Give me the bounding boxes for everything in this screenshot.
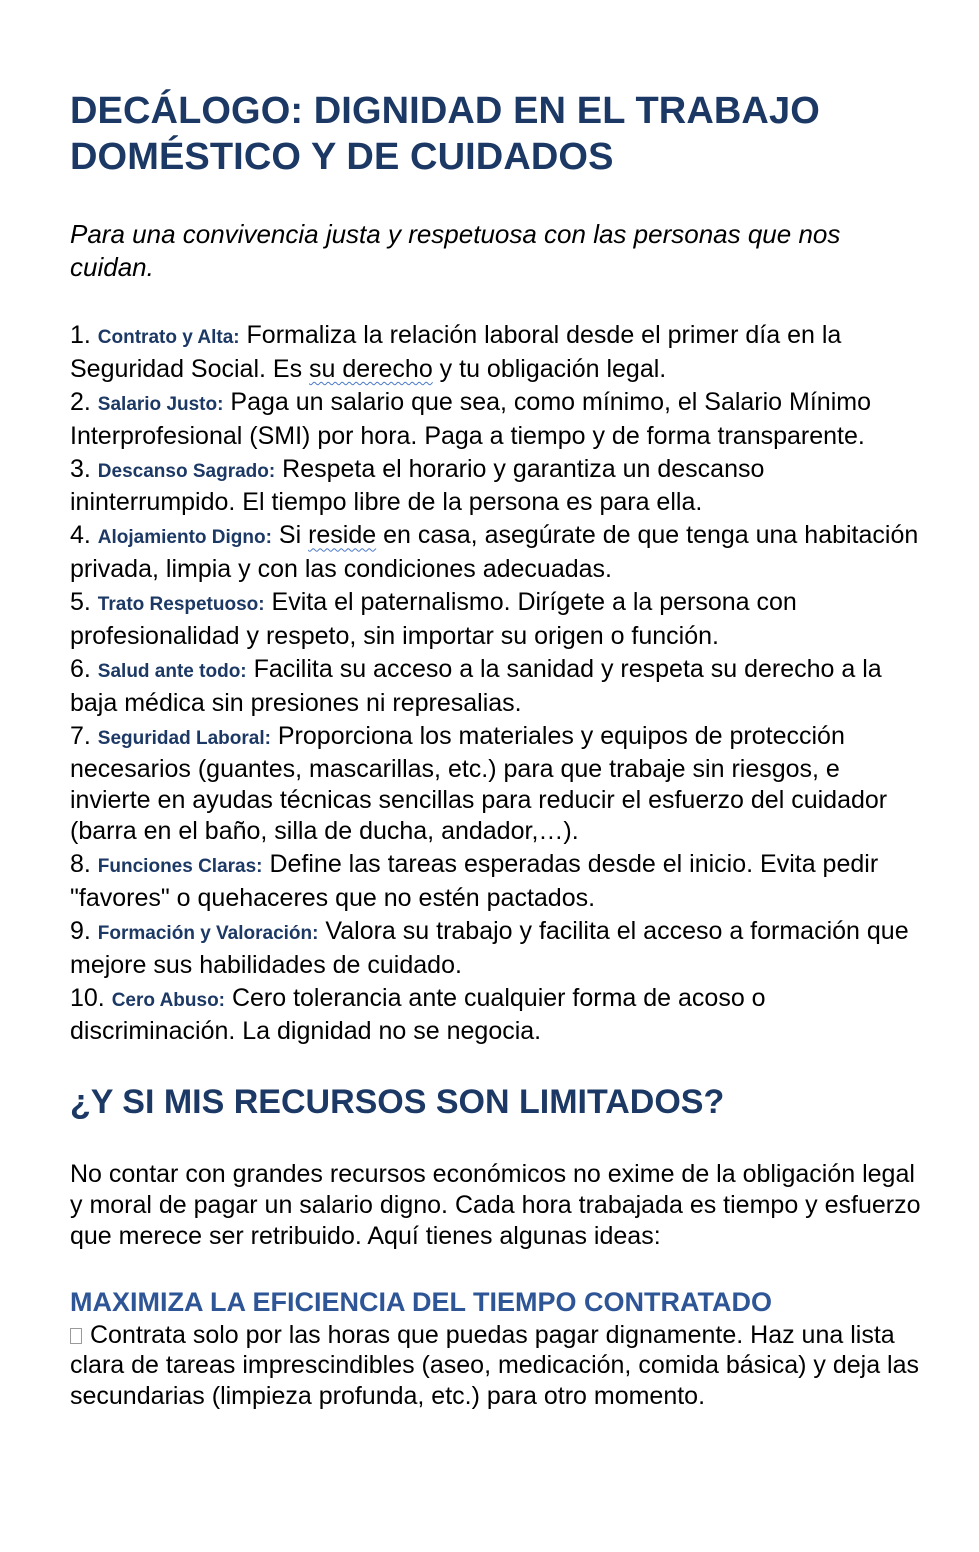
title-line-1: DECÁLOGO: DIGNIDAD EN EL TRABAJO bbox=[70, 90, 820, 132]
item-number: 3. bbox=[70, 454, 98, 483]
item-term: Trato Respetuoso: bbox=[97, 594, 265, 616]
item-term: Salud ante todo: bbox=[97, 660, 247, 682]
spellcheck-flagged-word[interactable]: su derecho bbox=[309, 354, 433, 383]
list-item bbox=[70, 520, 925, 585]
item-term: Descanso Sagrado: bbox=[97, 460, 276, 482]
item-number: 5. bbox=[70, 588, 98, 617]
item-text: Define las tareas esperadas desde el inicio. Evita pedir "favores" o quehaceres que no estén pactados. bbox=[70, 850, 879, 912]
item-text: Respeta el horario y garantiza un descanso ininterrumpido. El tiempo libre de la persona es para ella. bbox=[70, 454, 765, 517]
list-item bbox=[70, 654, 925, 719]
list-item bbox=[70, 587, 925, 652]
item-number: 9. bbox=[70, 916, 98, 945]
title-line-2: DOMÉSTICO Y DE CUIDADOS bbox=[70, 136, 614, 178]
list-item bbox=[70, 916, 925, 981]
list-item bbox=[70, 387, 925, 452]
item-text: Si bbox=[271, 521, 309, 550]
item-number: 2. bbox=[70, 387, 98, 416]
missing-glyph-icon bbox=[70, 1328, 82, 1344]
item-text: y tu obligación legal. bbox=[432, 354, 667, 383]
item-text: Cero tolerancia ante cualquier forma de acoso o discriminación. La dignidad no se negocia. bbox=[70, 983, 766, 1046]
item-term: Salario Justo: bbox=[97, 393, 224, 415]
decalogue-list bbox=[70, 320, 925, 1047]
section-heading: ¿Y SI MIS RECURSOS SON LIMITADOS? bbox=[70, 1083, 725, 1122]
item-term: Seguridad Laboral: bbox=[97, 727, 271, 749]
item-term: Formación y Valoración: bbox=[97, 922, 319, 944]
item-term: Funciones Claras: bbox=[97, 856, 263, 878]
subsection-paragraph bbox=[70, 1320, 925, 1412]
section-paragraph: No contar con grandes recursos económicos no exime de la obligación legal y moral de pagar un salario digno. Cada hora trabajada es tiempo y esfuerzo que merece ser retribuido. Aquí tienes algunas ideas: bbox=[70, 1160, 921, 1250]
item-text: Evita el paternalismo. Dirígete a la persona con profesionalidad y respeto, sin importar su origen o función. bbox=[70, 588, 797, 650]
item-term: Alojamiento Digno: bbox=[97, 527, 272, 549]
list-item bbox=[70, 454, 925, 519]
item-text: Formaliza la relación laboral desde el primer día en la Seguridad Social. Es bbox=[70, 321, 842, 383]
item-number: 1. bbox=[70, 321, 98, 349]
list-item bbox=[70, 983, 925, 1048]
list-item bbox=[70, 320, 925, 385]
item-text: Valora su trabajo y facilita el acceso a formación que mejore sus habilidades de cuidado. bbox=[70, 916, 909, 979]
subsection-heading: MAXIMIZA LA EFICIENCIA DEL TIEMPO CONTRATADO bbox=[70, 1286, 772, 1317]
item-term: Contrato y Alta: bbox=[97, 327, 240, 348]
item-term: Cero Abuso: bbox=[111, 989, 225, 1011]
item-number: 7. bbox=[70, 721, 98, 750]
document-subtitle: Para una convivencia justa y respetuosa con las personas que nos cuidan. bbox=[70, 219, 841, 282]
item-number: 6. bbox=[70, 654, 98, 683]
document-page bbox=[70, 88, 925, 1412]
item-text: Paga un salario que sea, como mínimo, el Salario Mínimo Interprofesional (SMI) por hora. Paga a tiempo y de forma transparente. bbox=[70, 387, 871, 450]
item-text: Proporciona los materiales y equipos de protección necesarios (guantes, mascarillas, etc.) para que trabaje sin riesgos, e invierte en ayudas técnicas sencillas para reducir el esfuerzo del cuidador (barra en el baño, silla de ducha, andador,…). bbox=[70, 721, 888, 846]
subsection-paragraph-text: Contrata solo por las horas que puedas pagar dignamente. Haz una lista clara de tareas imprescindibles (aseo, medicación, comida básica) y deja las secundarias (limpieza profunda, etc.) para otro momento. bbox=[70, 1320, 920, 1411]
item-text: en casa, asegúrate de que tenga una habitación privada, limpia y con las condiciones adecuadas. bbox=[70, 521, 919, 584]
item-text: Facilita su acceso a la sanidad y respeta su derecho a la baja médica sin presiones ni represalias. bbox=[70, 654, 882, 717]
item-number: 4. bbox=[70, 521, 98, 550]
list-item bbox=[70, 849, 925, 914]
spellcheck-flagged-word[interactable]: reside bbox=[308, 521, 377, 550]
list-item bbox=[70, 721, 925, 847]
document-title bbox=[70, 88, 925, 180]
item-number: 10. bbox=[70, 983, 112, 1012]
item-number: 8. bbox=[70, 850, 98, 879]
